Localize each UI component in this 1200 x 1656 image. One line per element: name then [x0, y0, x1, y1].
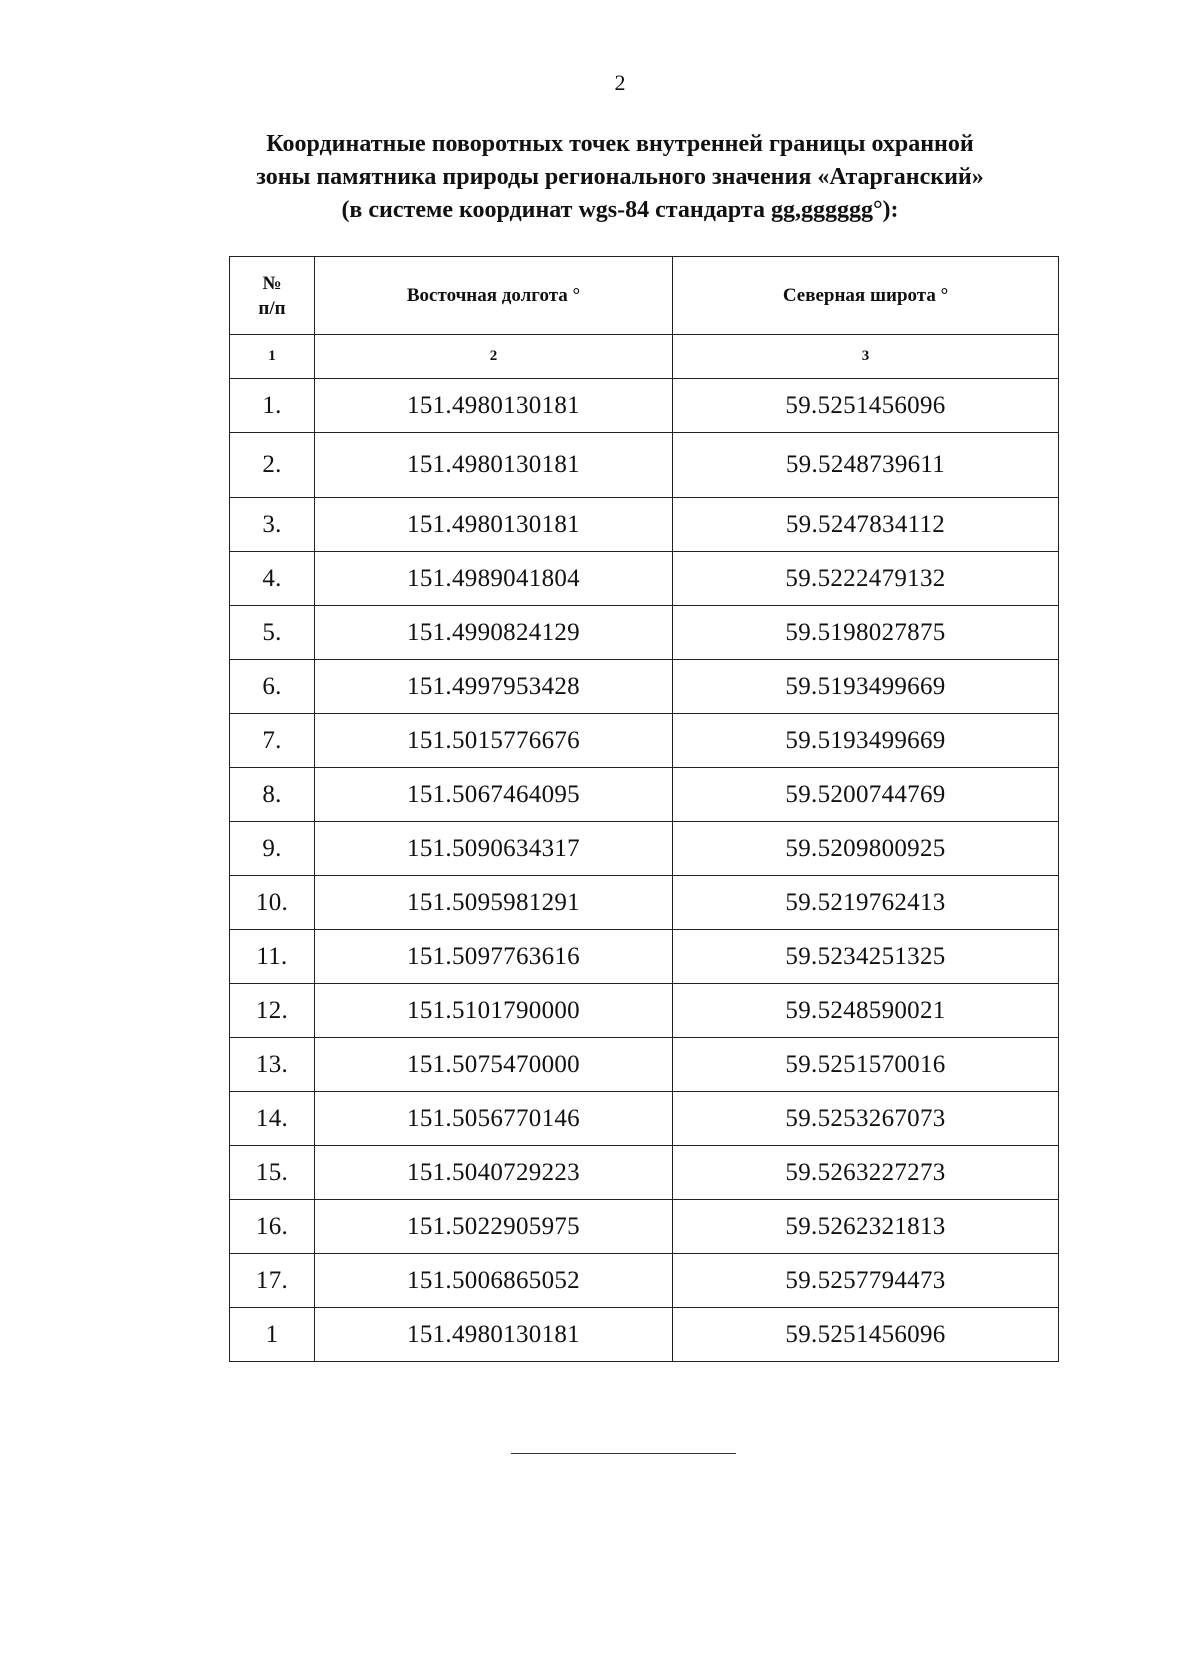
- row-number-cell: 17.: [230, 1254, 315, 1308]
- row-number-cell: 16.: [230, 1200, 315, 1254]
- column-index-1: 1: [230, 335, 315, 379]
- latitude-cell: 59.5263227273: [673, 1146, 1059, 1200]
- table-row: [230, 433, 1059, 498]
- table-row: [230, 379, 1059, 433]
- latitude-cell: 59.5219762413: [673, 876, 1059, 930]
- table-row: [230, 552, 1059, 606]
- table-row: [230, 606, 1059, 660]
- table-row: [230, 1146, 1059, 1200]
- table-row: [230, 930, 1059, 984]
- longitude-cell: 151.5040729223: [315, 1146, 673, 1200]
- row-number-cell: 10.: [230, 876, 315, 930]
- document-title: [180, 128, 1060, 227]
- row-number-cell: 12.: [230, 984, 315, 1038]
- row-number-cell: 14.: [230, 1092, 315, 1146]
- latitude-cell: 59.5262321813: [673, 1200, 1059, 1254]
- table-row: [230, 1038, 1059, 1092]
- row-number-cell: 6.: [230, 660, 315, 714]
- longitude-cell: 151.5056770146: [315, 1092, 673, 1146]
- header-number: [230, 257, 315, 335]
- longitude-cell: 151.5097763616: [315, 930, 673, 984]
- row-number-cell: 2.: [230, 433, 315, 498]
- row-number-cell: 9.: [230, 822, 315, 876]
- longitude-cell: 151.4980130181: [315, 433, 673, 498]
- latitude-cell: 59.5234251325: [673, 930, 1059, 984]
- closing-rule: [511, 1453, 736, 1454]
- row-number-cell: 1.: [230, 379, 315, 433]
- table-row: [230, 1254, 1059, 1308]
- longitude-cell: 151.5075470000: [315, 1038, 673, 1092]
- row-number-cell: 7.: [230, 714, 315, 768]
- row-number-cell: 3.: [230, 498, 315, 552]
- latitude-cell: 59.5251456096: [673, 1308, 1059, 1362]
- latitude-cell: 59.5200744769: [673, 768, 1059, 822]
- header-number-symbol: №: [262, 272, 282, 294]
- longitude-cell: 151.5090634317: [315, 822, 673, 876]
- table-row: [230, 498, 1059, 552]
- header-latitude: Северная широта °: [673, 257, 1059, 335]
- table-row: [230, 714, 1059, 768]
- longitude-cell: 151.5015776676: [315, 714, 673, 768]
- row-number-cell: 13.: [230, 1038, 315, 1092]
- longitude-cell: 151.5095981291: [315, 876, 673, 930]
- longitude-cell: 151.5101790000: [315, 984, 673, 1038]
- row-number-cell: 4.: [230, 552, 315, 606]
- column-index-row: [230, 335, 1059, 379]
- row-number-cell: 5.: [230, 606, 315, 660]
- table-row: [230, 1308, 1059, 1362]
- latitude-cell: 59.5247834112: [673, 498, 1059, 552]
- latitude-cell: 59.5198027875: [673, 606, 1059, 660]
- table-row: [230, 822, 1059, 876]
- longitude-cell: 151.4980130181: [315, 379, 673, 433]
- longitude-cell: 151.4980130181: [315, 498, 673, 552]
- column-index-2: 2: [315, 335, 673, 379]
- row-number-cell: 1: [230, 1308, 315, 1362]
- table-row: [230, 1092, 1059, 1146]
- header-number-abbrev: п/п: [258, 297, 286, 319]
- table-body: [230, 379, 1059, 1362]
- longitude-cell: 151.5067464095: [315, 768, 673, 822]
- page-number: 2: [614, 70, 626, 95]
- row-number-cell: 8.: [230, 768, 315, 822]
- longitude-cell: 151.4980130181: [315, 1308, 673, 1362]
- longitude-cell: 151.4989041804: [315, 552, 673, 606]
- latitude-cell: 59.5248590021: [673, 984, 1059, 1038]
- table-header-row: [230, 257, 1059, 335]
- column-index-3: 3: [673, 335, 1059, 379]
- latitude-cell: 59.5251570016: [673, 1038, 1059, 1092]
- longitude-cell: 151.5022905975: [315, 1200, 673, 1254]
- title-line-2: зоны памятника природы регионального значения «Атарганский»: [256, 164, 984, 190]
- latitude-cell: 59.5253267073: [673, 1092, 1059, 1146]
- coordinates-table: [229, 256, 1059, 1362]
- table-row: [230, 1200, 1059, 1254]
- latitude-cell: 59.5222479132: [673, 552, 1059, 606]
- longitude-cell: 151.4990824129: [315, 606, 673, 660]
- longitude-cell: 151.5006865052: [315, 1254, 673, 1308]
- table-row: [230, 660, 1059, 714]
- longitude-cell: 151.4997953428: [315, 660, 673, 714]
- table-row: [230, 876, 1059, 930]
- latitude-cell: 59.5193499669: [673, 714, 1059, 768]
- row-number-cell: 11.: [230, 930, 315, 984]
- table-row: [230, 768, 1059, 822]
- latitude-cell: 59.5209800925: [673, 822, 1059, 876]
- row-number-cell: 15.: [230, 1146, 315, 1200]
- latitude-cell: 59.5257794473: [673, 1254, 1059, 1308]
- table-row: [230, 984, 1059, 1038]
- latitude-cell: 59.5251456096: [673, 379, 1059, 433]
- title-line-3: (в системе координат wgs-84 стандарта gg,gggggg°):: [341, 197, 899, 223]
- latitude-cell: 59.5193499669: [673, 660, 1059, 714]
- latitude-cell: 59.5248739611: [673, 433, 1059, 498]
- title-line-1: Координатные поворотных точек внутренней границы охранной: [266, 131, 974, 157]
- header-longitude: Восточная долгота °: [315, 257, 673, 335]
